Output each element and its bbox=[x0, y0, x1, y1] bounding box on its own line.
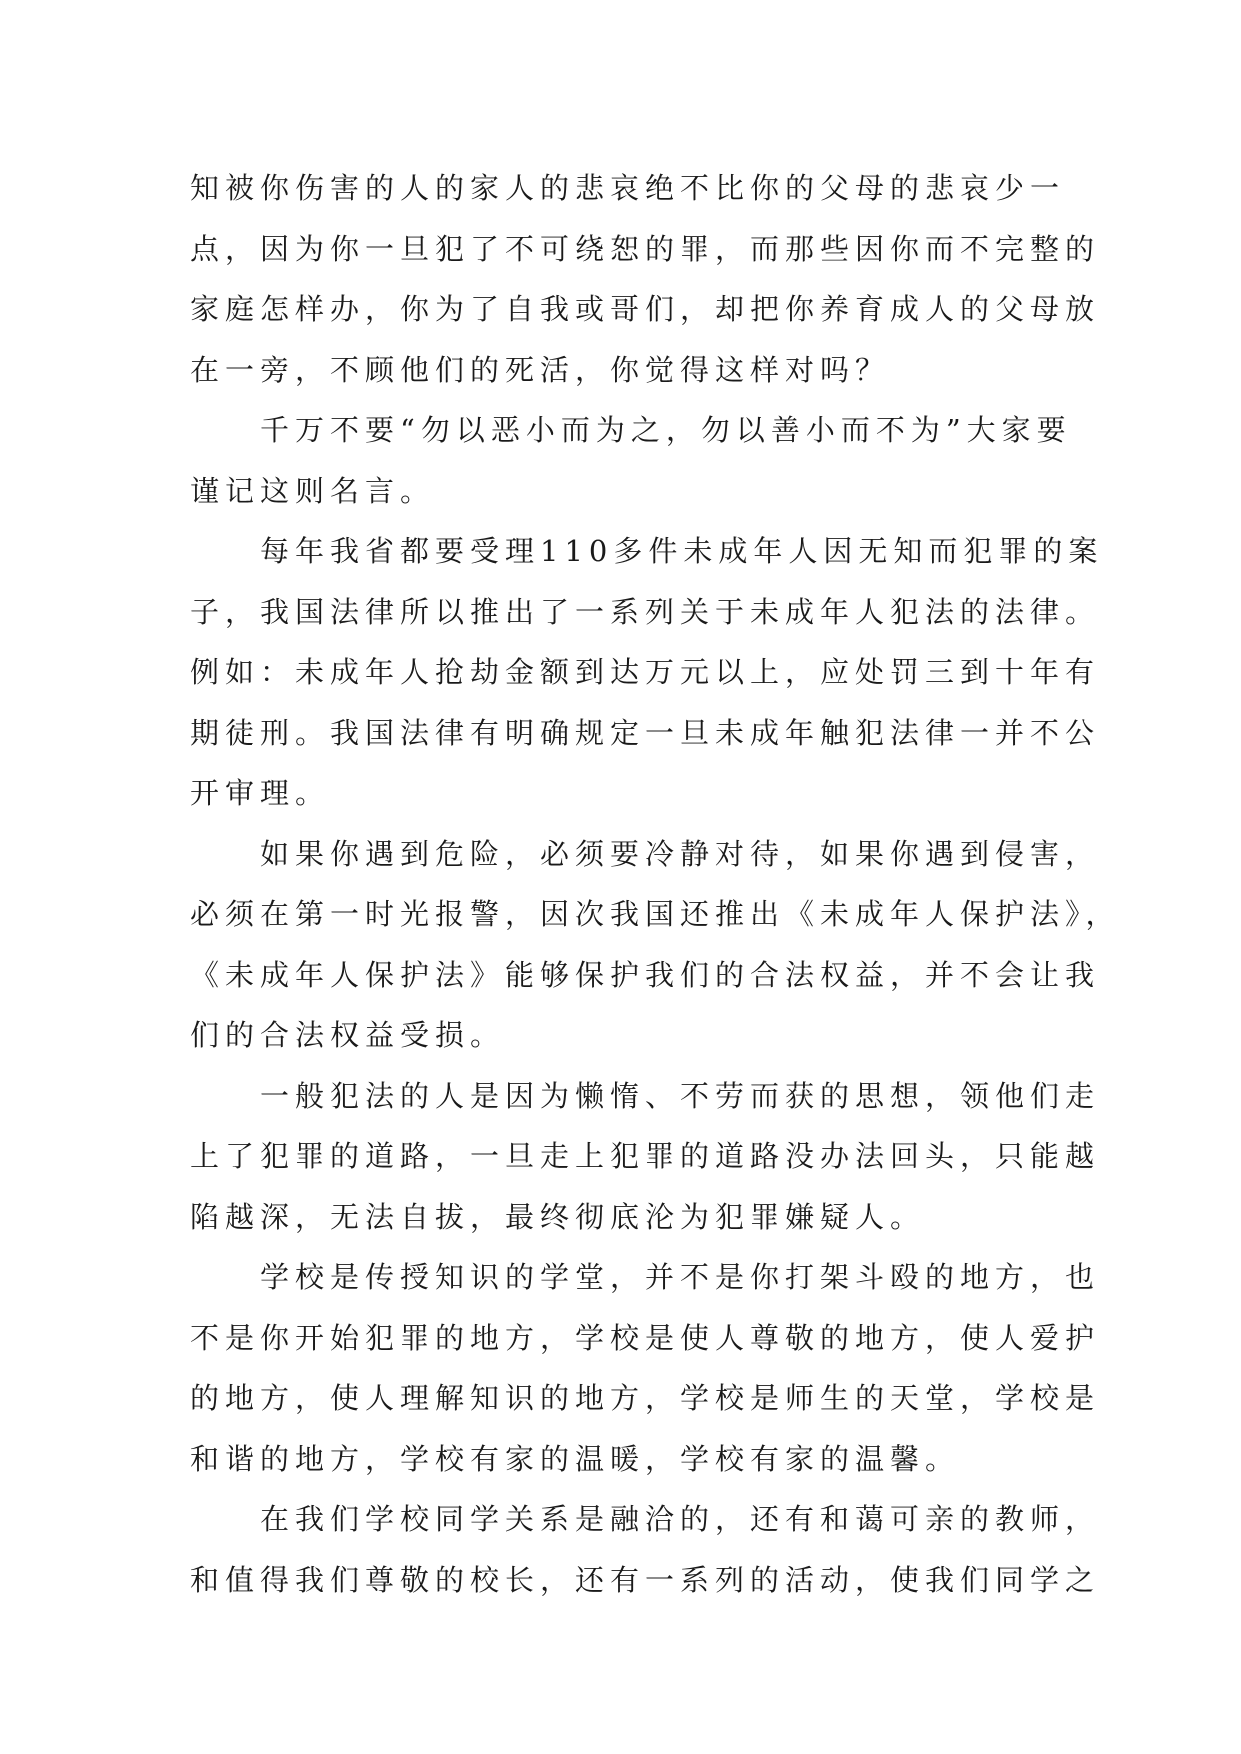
text-line: 点，因为你一旦犯了不可绕恕的罪，而那些因你而不完整的 bbox=[190, 231, 1101, 266]
text-line: 和值得我们尊敬的校长，还有一系列的活动，使我们同学之 bbox=[190, 1562, 1101, 1597]
text-line: 不是你开始犯罪的地方，学校是使人尊敬的地方，使人爱护 bbox=[190, 1320, 1101, 1355]
text-line: 例如：未成年人抢劫金额到达万元以上，应处罚三到十年有 bbox=[190, 655, 1101, 689]
text-line: 在一旁，不顾他们的死活，你觉得这样对吗？ bbox=[190, 352, 891, 387]
text-line: 必须在第一时光报警，因次我国还推出《未成年人保护法》， bbox=[190, 897, 1121, 931]
text-line: 家庭怎样办，你为了自我或哥们，却把你养育成人的父母放 bbox=[190, 292, 1101, 326]
text-line: 千万不要“勿以恶小而为之，勿以善小而不为”大家要 bbox=[260, 413, 1072, 447]
text-line: 的地方，使人理解知识的地方，学校是师生的天堂，学校是 bbox=[190, 1381, 1101, 1415]
text-line: 知被你伤害的人的家人的悲哀绝不比你的父母的悲哀少一 bbox=[190, 171, 1066, 205]
text-line: 们的合法权益受损。 bbox=[190, 1018, 506, 1052]
text-line: 开审理。 bbox=[190, 776, 331, 810]
text-line: 一般犯法的人是因为懒惰、不劳而获的思想，领他们走 bbox=[260, 1078, 1101, 1113]
text-line: 《未成年人保护法》能够保护我们的合法权益，并不会让我 bbox=[190, 957, 1101, 992]
text-line: 每年我省都要受理110多件未成年人因无知而犯罪的案 bbox=[260, 534, 1104, 568]
text-line: 谨记这则名言。 bbox=[190, 473, 436, 508]
text-line: 和谐的地方，学校有家的温暖，学校有家的温馨。 bbox=[190, 1441, 961, 1476]
text-line: 子，我国法律所以推出了一系列关于未成年人犯法的法律。 bbox=[190, 594, 1101, 629]
document-body bbox=[190, 158, 1121, 1610]
text-line: 如果你遇到危险，必须要冷静对待，如果你遇到侵害， bbox=[260, 836, 1101, 871]
text-line: 期徒刑。我国法律有明确规定一旦未成年触犯法律一并不公 bbox=[190, 715, 1101, 750]
text-line: 在我们学校同学关系是融洽的，还有和蔼可亲的教师， bbox=[260, 1502, 1101, 1536]
text-line: 学校是传授知识的学堂，并不是你打架斗殴的地方，也 bbox=[260, 1260, 1101, 1294]
text-line: 陷越深，无法自拔，最终彻底沦为犯罪嫌疑人。 bbox=[190, 1199, 926, 1234]
text-line: 上了犯罪的道路，一旦走上犯罪的道路没办法回头，只能越 bbox=[190, 1139, 1101, 1173]
